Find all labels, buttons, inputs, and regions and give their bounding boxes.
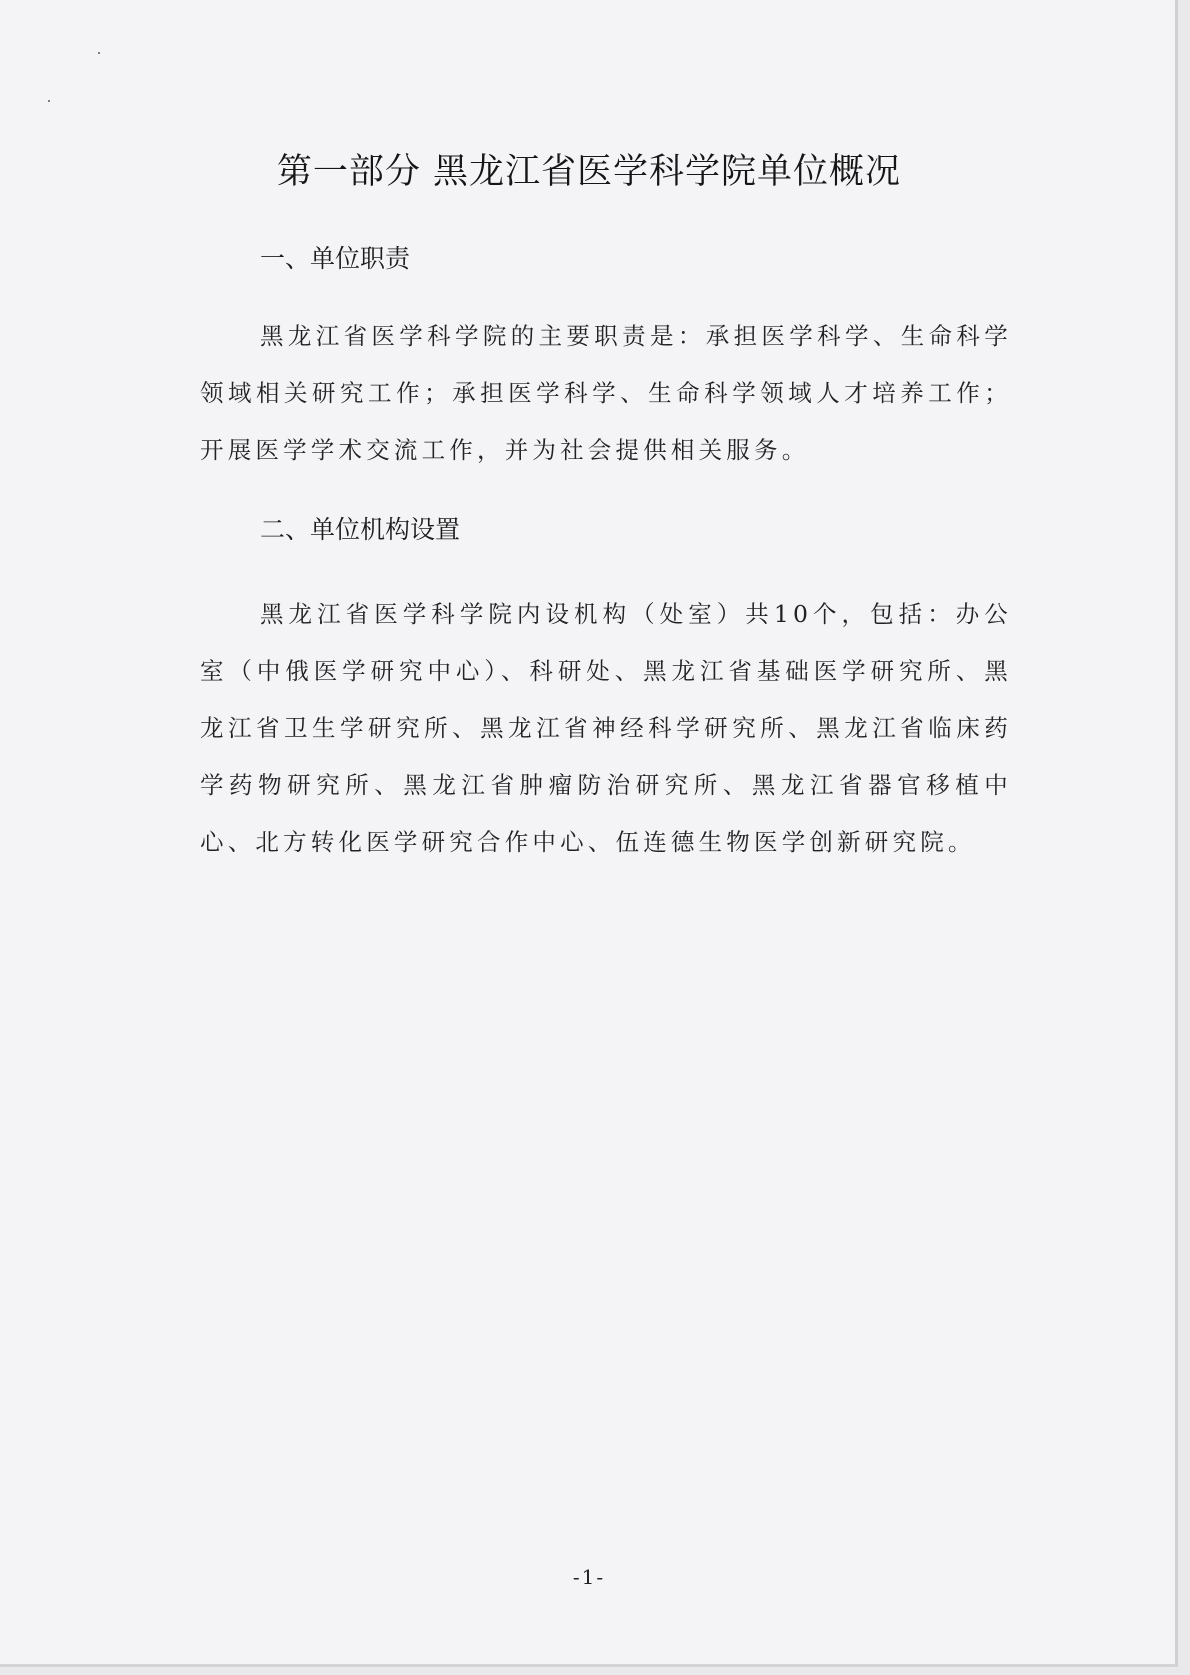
page-number: -1-	[572, 1565, 606, 1589]
page-title: 第一部分 黑龙江省医学科学院单位概况	[276, 152, 902, 192]
section-paragraph-organization: 黑龙江省医学科学院内设机构（处室）共10个，包括：办公室（中俄医学研究中心）、科研处、黑龙江省基础医学研究所、黑龙江省卫生学研究所、黑龙江省神经科学研究所、黑龙江省临床药学药物研究所、黑龙江省肿瘤防治研究所、黑龙江省器官移植中心、北方转化医学研究合作中心、伍连德生物医学创新研究院。	[200, 600, 1012, 856]
section-paragraph-duties: 黑龙江省医学科学院的主要职责是：承担医学科学、生命科学领域相关研究工作；承担医学科学、生命科学领域人才培养工作；开展医学学术交流工作，并为社会提供相关服务。	[200, 322, 1012, 464]
scan-speck	[98, 52, 100, 54]
section-heading-duties: 一、单位职责	[260, 244, 411, 273]
section-heading-organization: 二、单位机构设置	[260, 515, 461, 544]
scan-speck	[48, 100, 50, 102]
